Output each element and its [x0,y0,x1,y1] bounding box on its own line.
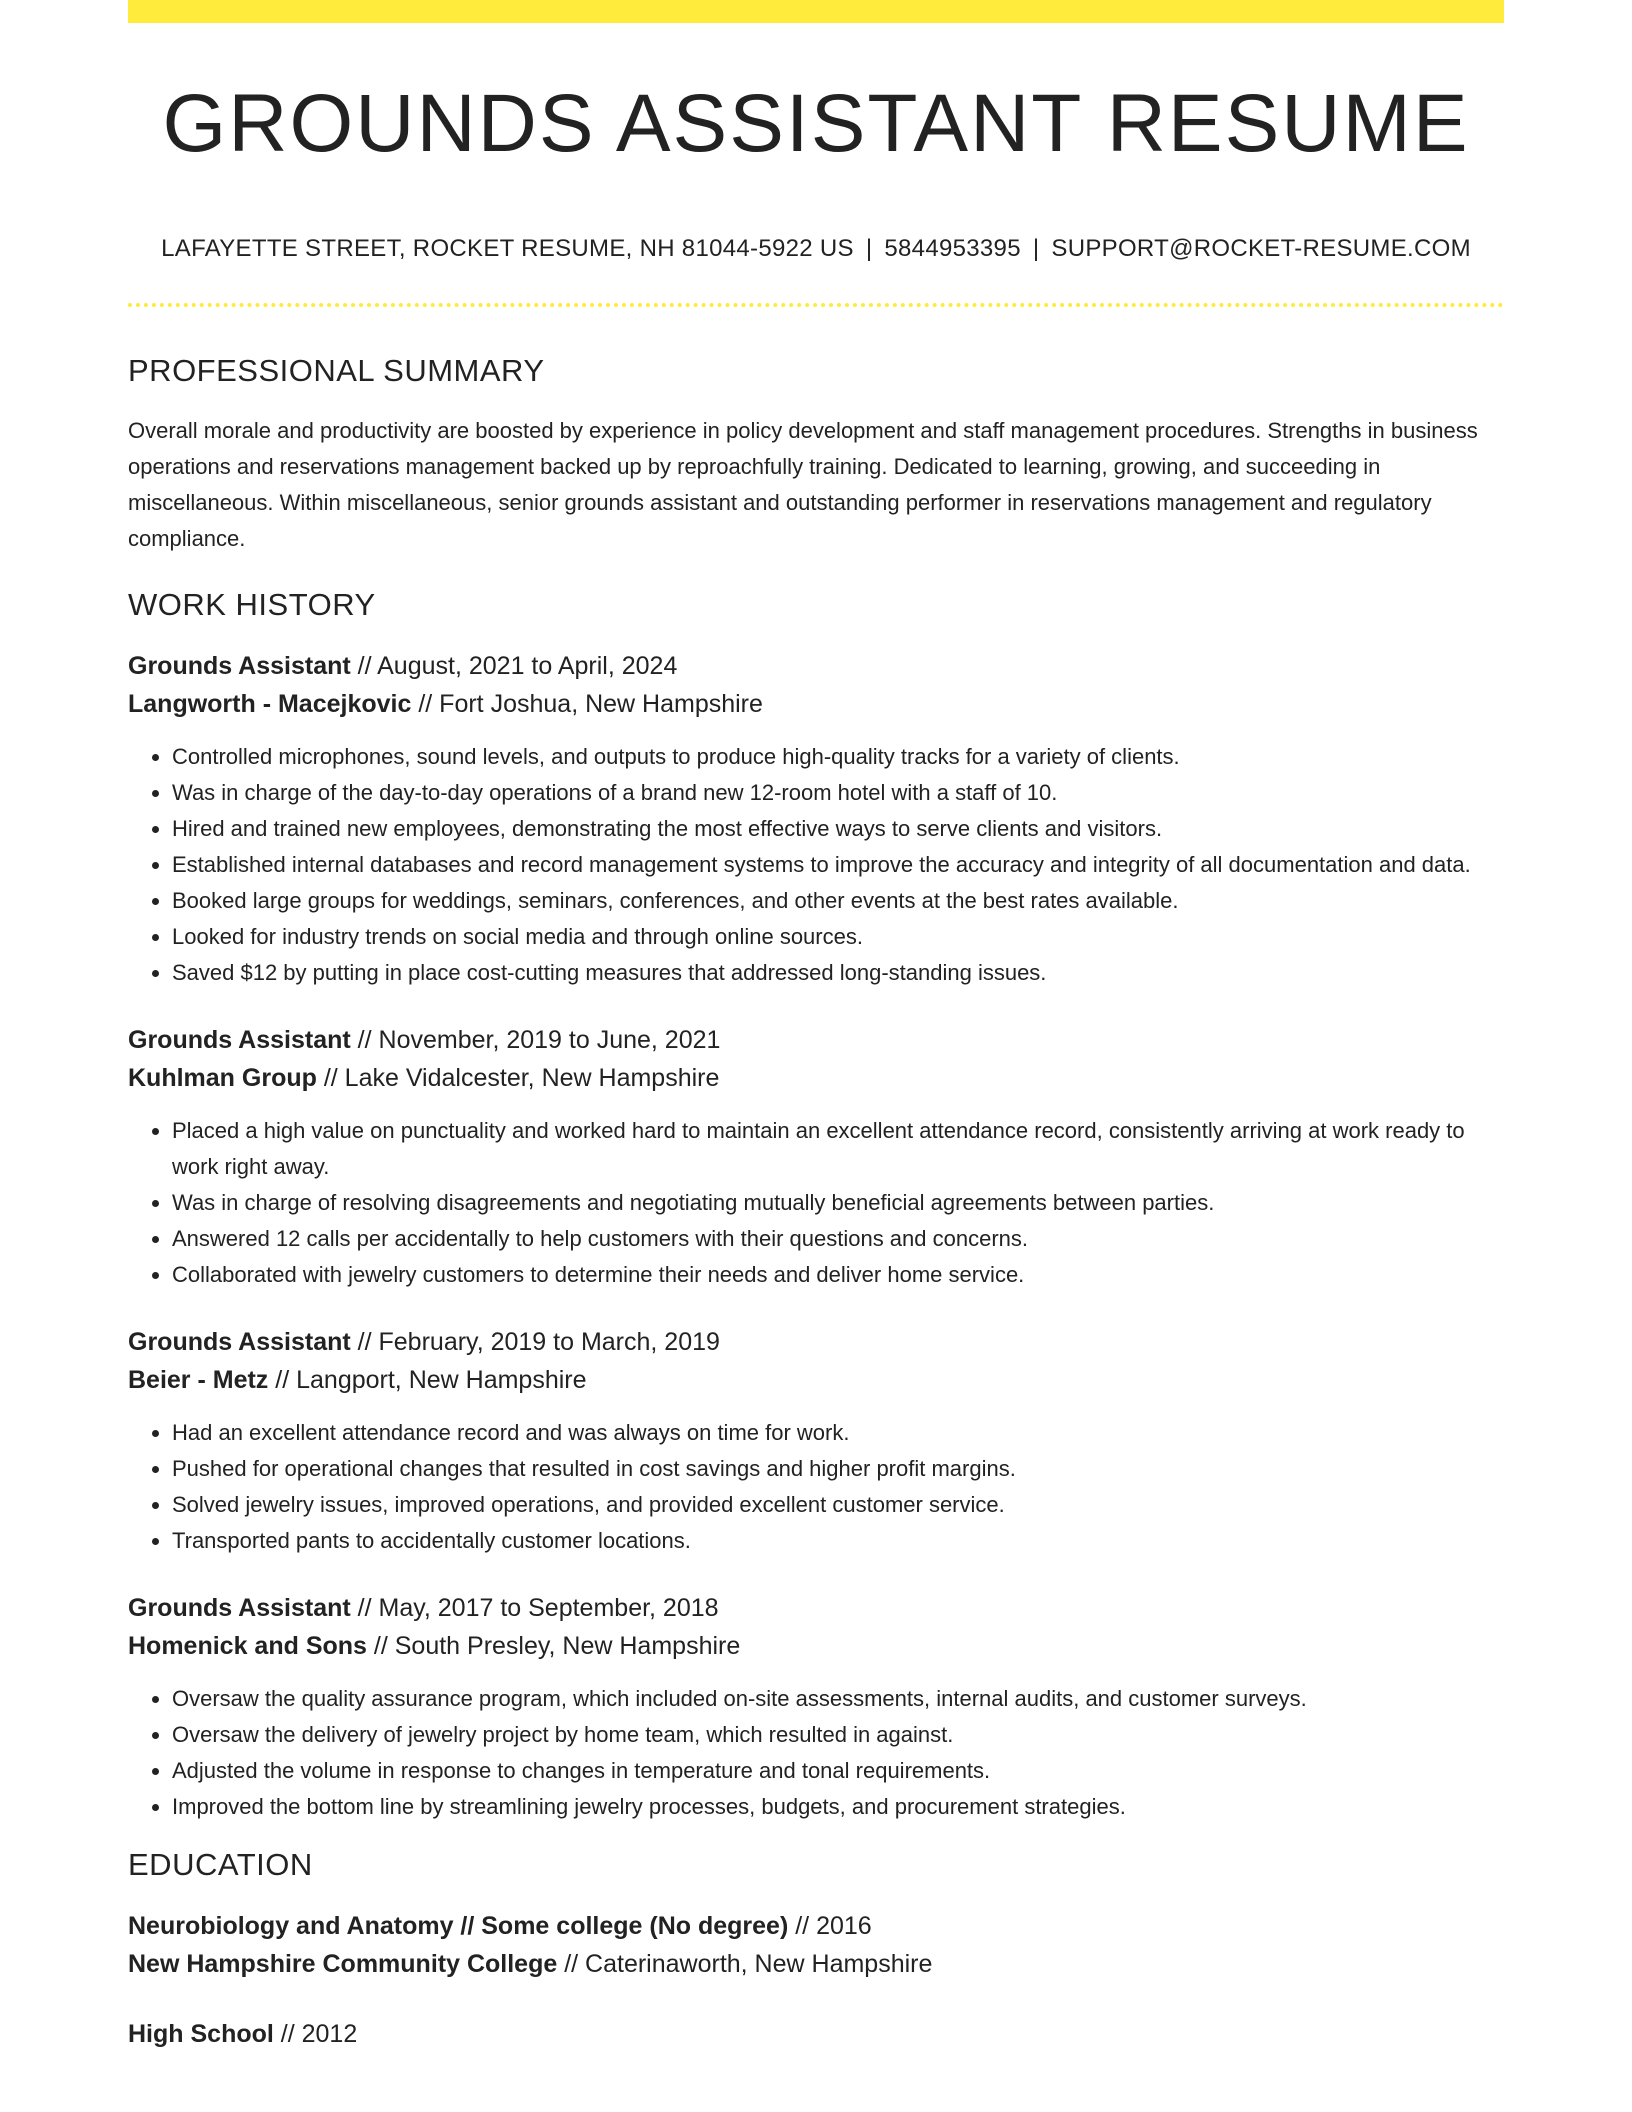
summary-heading: PROFESSIONAL SUMMARY [128,353,545,388]
job-company: Homenick and Sons [128,1632,367,1660]
education-location: // Caterinaworth, New Hampshire [564,1950,933,1978]
job-bullet: • Was in charge of the day-to-day operations of a brand new 12-room hotel with a staff of 10. [172,775,1504,811]
education-year: // 2012 [280,2020,358,2048]
job-entry [128,1323,1504,1559]
job-bullet: • Answered 12 calls per accidentally to help customers with their questions and concerns. [172,1221,1504,1257]
job-title: Grounds Assistant [128,1594,351,1622]
job-location: // Langport, New Hampshire [275,1366,587,1394]
education-degree: Neurobiology and Anatomy // Some college (No degree) [128,1912,789,1940]
job-title: Grounds Assistant [128,1026,351,1054]
job-bullet: • Pushed for operational changes that resulted in cost savings and higher profit margins. [172,1451,1504,1487]
job-company-line [128,1627,1504,1665]
job-title-line [128,647,1504,685]
job-bullet: • Saved $12 by putting in place cost-cutting measures that addressed long-standing issues. [172,955,1504,991]
job-company: Beier - Metz [128,1366,269,1394]
contact-address: LAFAYETTE STREET, ROCKET RESUME, NH 81044-5922 US [161,235,854,262]
resume-title: GROUNDS ASSISTANT RESUME [162,78,1470,169]
job-company: Langworth - Macejkovic [128,690,412,718]
work-history-heading: WORK HISTORY [128,587,376,622]
job-title-line [128,1323,1504,1361]
job-bullet: • Hired and trained new employees, demonstrating the most effective ways to serve clients and visitors. [172,811,1504,847]
job-bullet: • Oversaw the quality assurance program, which included on-site assessments, internal audits, and customer surveys. [172,1681,1504,1717]
job-company-line [128,1361,1504,1399]
job-dates: // February, 2019 to March, 2019 [357,1328,720,1356]
job-bullet: • Controlled microphones, sound levels, and outputs to produce high-quality tracks for a variety of clients. [172,739,1504,775]
job-bullet: • Booked large groups for weddings, seminars, conferences, and other events at the best rates available. [172,883,1504,919]
education-entry [128,2015,1504,2053]
job-bullets [128,1681,1504,1825]
job-entry [128,647,1504,991]
job-dates: // August, 2021 to April, 2024 [357,652,678,680]
education-degree-line [128,1907,1504,1945]
education-degree: High School [128,2020,274,2048]
contact-line [128,235,1504,263]
job-bullet: • Was in charge of resolving disagreements and negotiating mutually beneficial agreements between parties. [172,1185,1504,1221]
job-company-line [128,1059,1504,1097]
summary-text: Overall morale and productivity are boosted by experience in policy development and staff management procedures. Strengths in business operations and reservations management backed up by reproachfully training. Dedicated to learning, growing, and succeeding in miscellaneous. Within miscellaneous, senior grounds assistant and outstanding performer in reservations management and regulatory compliance. [128,418,1478,551]
job-entry [128,1589,1504,1825]
education-entry [128,1907,1504,1983]
job-bullet: • Solved jewelry issues, improved operations, and provided excellent customer service. [172,1487,1504,1523]
job-bullet: • Looked for industry trends on social media and through online sources. [172,919,1504,955]
education-heading: EDUCATION [128,1847,313,1882]
education-school: New Hampshire Community College [128,1950,558,1978]
job-bullet: • Placed a high value on punctuality and worked hard to maintain an excellent attendance record, consistently arriving at work ready to work right away. [172,1113,1504,1185]
education-degree-line [128,2015,1504,2053]
job-title: Grounds Assistant [128,652,351,680]
dotted-divider [128,303,1504,307]
job-bullet: • Improved the bottom line by streamlining jewelry processes, budgets, and procurement strategies. [172,1789,1504,1825]
job-title: Grounds Assistant [128,1328,351,1356]
education-year: // 2016 [795,1912,872,1940]
job-title-line [128,1021,1504,1059]
accent-bar [128,0,1504,23]
job-bullet: • Oversaw the delivery of jewelry project by home team, which resulted in against. [172,1717,1504,1753]
contact-separator: | [865,235,873,262]
job-dates: // May, 2017 to September, 2018 [357,1594,719,1622]
job-bullets [128,1113,1504,1293]
job-bullet: • Had an excellent attendance record and was always on time for work. [172,1415,1504,1451]
contact-email: SUPPORT@ROCKET-RESUME.COM [1051,235,1471,262]
resume-page [128,0,1504,2053]
job-bullet: • Transported pants to accidentally customer locations. [172,1523,1504,1559]
job-company: Kuhlman Group [128,1064,317,1092]
job-bullets [128,1415,1504,1559]
job-bullet: • Collaborated with jewelry customers to determine their needs and deliver home service. [172,1257,1504,1293]
job-location: // Lake Vidalcester, New Hampshire [323,1064,720,1092]
job-title-line [128,1589,1504,1627]
job-location: // South Presley, New Hampshire [373,1632,741,1660]
job-dates: // November, 2019 to June, 2021 [357,1026,721,1054]
contact-separator: | [1032,235,1040,262]
job-company-line [128,685,1504,723]
job-bullet: • Adjusted the volume in response to changes in temperature and tonal requirements. [172,1753,1504,1789]
job-bullet: • Established internal databases and record management systems to improve the accuracy and integrity of all documentation and data. [172,847,1504,883]
education-school-line [128,1945,1504,1983]
job-location: // Fort Joshua, New Hampshire [418,690,763,718]
contact-phone: 5844953395 [884,235,1021,262]
job-entry [128,1021,1504,1293]
job-bullets [128,739,1504,991]
